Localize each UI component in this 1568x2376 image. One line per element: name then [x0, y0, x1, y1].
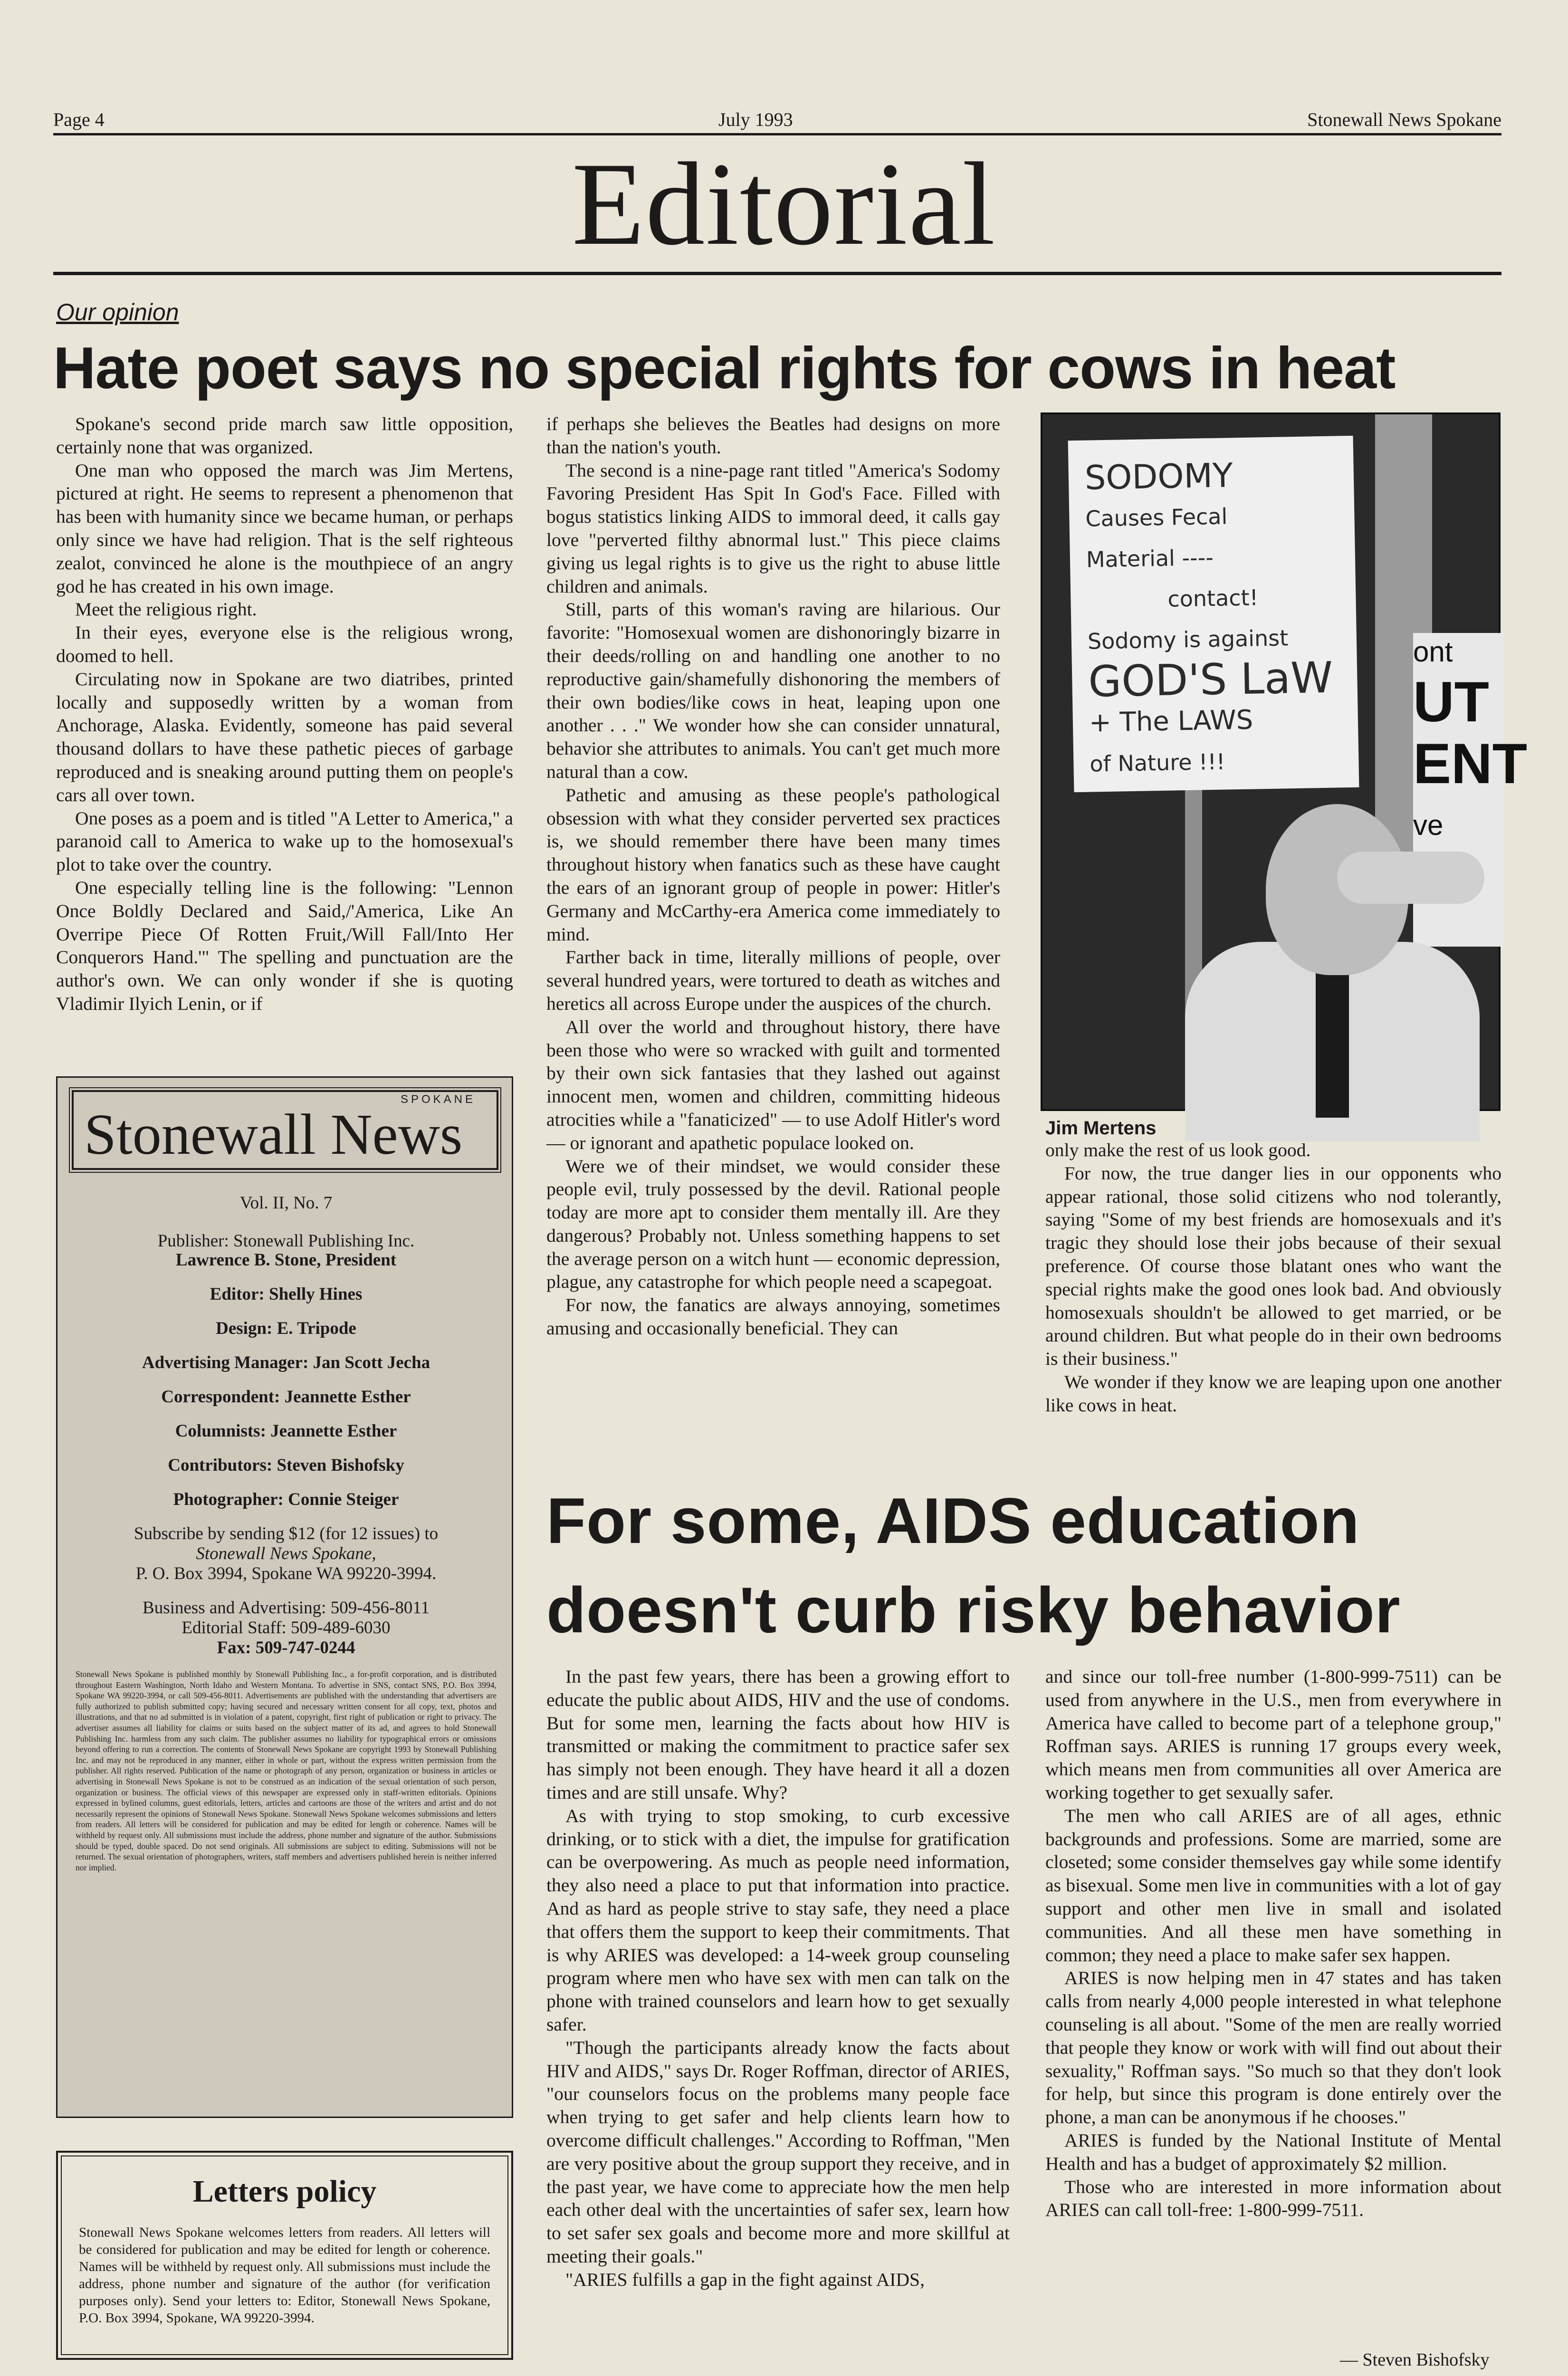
masthead-editor: Editor: Shelly Hines — [210, 1284, 363, 1304]
masthead-correspondent: Correspondent: Jeannette Esther — [161, 1387, 411, 1407]
aids-column-1 — [546, 1665, 1010, 2291]
paragraph: One poses as a poem and is titled "A Letter to America," a paranoid call to America to wake up to the homosexual's plot to take over the country. — [56, 807, 513, 875]
letters-policy-title: Letters policy — [192, 2174, 377, 2209]
masthead-publisher: Publisher: Stonewall Publishing Inc. — [157, 1231, 415, 1251]
paragraph: In their eyes, everyone else is the religious wrong, doomed to hell. — [56, 622, 513, 666]
sign-line: of Nature !!! — [1089, 748, 1225, 777]
masthead-photographer: Photographer: Connie Steiger — [173, 1490, 399, 1509]
paragraph: One man who opposed the march was Jim Mertens, pictured at right. He seems to represent a phenomenon that has been with humanity since we became human, or perhaps only since we have had religion. That is the self righteous zealot, convinced he alone is the mouthpiece of an angry god he has created in his own image. — [56, 460, 513, 597]
paragraph: "Though the participants already know the facts about HIV and AIDS," says Dr. Roger Roffman, director of ARIES, "our counselors focus on the problems many people face when trying to get safer and help clients learn how to overcome difficult challenges." According to Roffman, "Men are very positive about the group support they receive, and in the past year, we have come to appreciate how the men help each other deal with the uncertainties of safer sex, learn how to set safer sex goals and become more and more skillful at meeting their goals." — [546, 2037, 1010, 2267]
man-tie — [1316, 961, 1349, 1118]
photo-jim-mertens — [1041, 412, 1527, 1111]
issue-date: July 1993 — [718, 109, 793, 130]
paragraph: if perhaps she believes the Beatles had designs on more than the nation's youth. — [546, 413, 1000, 458]
masthead-address: P. O. Box 3994, Spokane WA 99220-3994. — [135, 1564, 437, 1583]
masthead-design: Design: E. Tripode — [216, 1319, 356, 1338]
paragraph: We wonder if they know we are leaping upon one another like cows in heat. — [1045, 1371, 1501, 1416]
aids-headline-line-1: For some, AIDS education — [546, 1485, 1360, 1557]
paragraph: Those who are interested in more information about ARIES can call toll-free: 1-800-999-7511. — [1045, 2176, 1501, 2221]
byline: — Steven Bishofsky — [1340, 2350, 1490, 2370]
section-title: Editorial — [572, 138, 996, 270]
paragraph: Still, parts of this woman's raving are hilarious. Our favorite: "Homosexual women are dishonoringly bizarre in their deeds/rolling on and handling one another to no reproductive gain/shamefully dishonoring the members of their own bodies/like cows in heat, leaping upon one another . . ." We wonder how she can consider unnatural, behavior she attributes to animals. You can't get much more natural than a cow. — [546, 599, 1000, 782]
paragraph: and since our toll-free number (1-800-999-7511) can be used from anywhere in the U.S., men from everywhere in America have called to become part of a telephone group," Roffman says. ARIES is running 17 groups every week, which means men from communities all over America are working together to get sexually safer. — [1045, 1666, 1501, 1803]
paragraph: ARIES is now helping men in 47 states and has taken calls from nearly 4,000 people interested in what telephone counseling is all about. "Some of the men are really worried that people they know or work with will find out about their sexuality," Roffman says. "So much so that they don't look for help, but since this program is done entirely over the phone, a man can be anonymous if he chooses." — [1045, 1967, 1501, 2128]
editorial-kicker: Our opinion — [56, 299, 179, 326]
masthead-fine-print: Stonewall News Spokane is published monthly by Stonewall Publishing Inc., a for-profit corporation, and is distributed throughout Eastern Washington, North Idaho and Western Montana. To advertise in SNS, contact SNS, P.O. Box 3994, Spokane WA 99220-3994, or call 509-456-8011. Advertisements are published with the understanding that advertisers are fully authorized to publish submitted copy; having secured and necessary written consent for all copy, text, photos and illustrations, and that no ad submitted is in violation of a patent, copyright, first right of publication or right to privacy. The advertiser assumes all liability for claims or suits based on the subject matter of its ad, and agrees to hold Stonewall Publishing Inc. harmless from any such claim. The publisher assumes no liability for typographical errors or omissions beyond offering to run a correction. The contents of Stonewall News Spokane are copyright 1993 by Stonewall Publishing Inc. and may not be reproduced in any manner, either in whole or part, without the express written permission from the publisher. All rights reserved. Publication of the name or photograph of any person, organization or business in articles or advertising in Stonewall News Spokane is not to be construed as an indication of the sexual orientation of such person, organization or business. The official views of this newspaper are expressed only in staff-written editorials. Opinions expressed in bylined columns, guest editorials, letters, articles and cartoons are those of the writers and artist and do not necessarily represent the opinions of Stonewall News Spokane. Stonewall News Spokane welcomes submissions and letters from readers. All letters will be considered for publication and may be edited for length or coherence. Names will be withheld by request only. All submissions must include the address, phone number and signature of the author. Submissions should be typed, double spaced. Do not send originals. All submissions are subject to editing. Submissions will not be returned. The sexual orientation of photographers, writers, staff members and advertisers published herein is neither inferred nor implied. — [76, 1669, 497, 1872]
running-head — [53, 108, 1501, 134]
aids-column-2 — [1045, 1665, 1501, 2222]
masthead-contributors: Contributors: Steven Bishofsky — [168, 1456, 404, 1475]
building-letters: ve — [1413, 809, 1444, 841]
sign-line: SODOMY — [1084, 456, 1233, 498]
letters-policy-body: Stonewall News Spokane welcomes letters from readers. All letters will be considered for publication and may be edited for length or coherence. Names will be withheld by request only. All submissions must include the address, phone number and signature of the author (for verification purposes only). Send your letters to: Editor, Stonewall News Spokane, P.O. Box 3994, Spokane, WA 99220-3994. — [79, 2225, 490, 2326]
paragraph: ARIES is funded by the National Institute of Mental Health and has a budget of approximately $2 million. — [1045, 2129, 1501, 2174]
letters-policy-box — [56, 2151, 513, 2360]
masthead-logo — [72, 1090, 498, 1170]
paragraph: Circulating now in Spokane are two diatribes, printed locally and supposedly written by a woman from Anchorage, Alaska. Evidently, someone has paid several thousand dollars to have these pathetic pieces of garbage reproduced and is sneaking around putting them on people's cars all over town. — [56, 668, 513, 805]
masthead-editorial-phone: Editorial Staff: 509-489-6030 — [182, 1618, 391, 1638]
sign-line: Causes Fecal — [1085, 503, 1228, 532]
masthead-fax: Fax: 509-747-0244 — [217, 1638, 355, 1657]
masthead-ad-manager: Advertising Manager: Jan Scott Jecha — [142, 1353, 430, 1372]
editorial-headline: Hate poet says no special rights for cows in heat — [53, 335, 1396, 401]
paragraph: "ARIES fulfills a gap in the fight against AIDS, — [565, 2269, 925, 2290]
editorial-column-3 — [1045, 1139, 1501, 1417]
sign-line: contact! — [1167, 584, 1259, 612]
masthead-name: Stonewall News — [84, 1102, 463, 1167]
paragraph: Meet the religious right. — [75, 599, 257, 620]
photo-caption: Jim Mertens — [1045, 1118, 1157, 1139]
masthead-columnists: Columnists: Jeannette Esther — [175, 1421, 397, 1441]
masthead-publisher-name: Lawrence B. Stone, President — [175, 1250, 397, 1270]
building-letters: UT — [1413, 670, 1489, 734]
paragraph: The men who call ARIES are of all ages, ethnic backgrounds and professions. Some are married, some are closeted; some consider themselves gay while some identify as bisexual. Some men live in communities with a lot of gay support and other men live in small and isolated communities. And all these men have something in common; they need a place to make safer sex happen. — [1045, 1805, 1501, 1965]
aids-headline — [546, 1476, 1511, 1655]
sign-line: Material ---- — [1086, 544, 1214, 573]
masthead-spokane: SPOKANE — [400, 1093, 476, 1106]
building-letters: ont — [1413, 636, 1453, 668]
paragraph: For now, the true danger lies in our opponents who appear rational, those solid citizens who nod tolerantly, saying "Some of my best friends are homosexuals and it's tragic they should lose their jobs because of their sexual preference. Of course those blatant ones who want the special rights make the good ones look bad. And obviously homosexuals shouldn't be allowed to get married, or be around children. But what people do in their own bedrooms is their business." — [1045, 1162, 1501, 1370]
paragraph: As with trying to stop smoking, to curb excessive drinking, or to stick with a diet, the impulse for gratification can be overpowering. As much as people need information, they also need a place to put that information into practice. And as hard as people strive to stay safe, they need a place that offers them the support to keep their commitments. That is why ARIES was developed: a 14-week group counseling program where men who have sex with men can talk on the phone with trained counselors and learn how to get sexually safer. — [546, 1805, 1010, 2035]
paragraph: One especially telling line is the following: "Lennon Once Boldly Declared and Said,/'America, Like An Overripe Piece Of Rotten Fruit,/Will Fall/Into Her Conquerors Hand.'" The spelling and punctuation are the author's own. We can only wonder if she is quoting Vladimir Ilyich Lenin, or if — [56, 877, 513, 1014]
masthead-subscribe: Subscribe by sending $12 (for 12 issues) to — [134, 1524, 439, 1543]
paragraph: Farther back in time, literally millions of people, over several hundred years, were tortured to death as witches and heretics all across Europe under the auspices of the church. — [546, 947, 1000, 1014]
paragraph: The second is a nine-page rant titled "America's Sodomy Favoring President Has Spit In God's Face. Filled with bogus statistics linking AIDS to immoral deed, it calls gay love "perverted filthy abnormal lust." This piece claims giving us legal rights is to give us the right to abuse little children and animals. — [546, 460, 1000, 597]
man-arm — [1337, 852, 1484, 904]
paragraph: Pathetic and amusing as these people's pathological obsession with what they consider perverted sex practices is, we should remember there have been many times throughout history when fanatics such as these have caught the ears of an ignorant group of people in power: Hitler's Germany and McCarthy-era America come immediately to mind. — [546, 784, 1000, 945]
masthead-business-phone: Business and Advertising: 509-456-8011 — [143, 1598, 430, 1618]
paragraph: In the past few years, there has been a growing effort to educate the public about AIDS, HIV and the use of condoms. But for some men, learning the facts about how HIV is transmitted or making the commitment to practice safer sex has simply not been enough. They have heard it all a dozen times and are still unsafe. Why? — [546, 1666, 1010, 1803]
paragraph: only make the rest of us look good. — [1045, 1140, 1311, 1160]
protest-sign — [1068, 436, 1359, 792]
publication-name: Stonewall News Spokane — [1307, 109, 1501, 130]
masthead-issue: Vol. II, No. 7 — [239, 1193, 333, 1213]
sign-line: Sodomy is against — [1087, 625, 1289, 654]
masthead-box — [56, 1076, 513, 2118]
editorial-column-1 — [56, 412, 513, 1016]
section-rule — [53, 272, 1501, 275]
sign-line: GOD'S LaW — [1088, 652, 1333, 707]
paragraph: For now, the fanatics are always annoying, sometimes amusing and occasionally beneficial. They can — [546, 1294, 1000, 1339]
paragraph: All over the world and throughout history, there have been those who were so wracked with guilt and tormented by their own sick fantasies that they lashed out against innocent men, women and children, committing hideous atrocities while a "fanaticized" — to use Adolf Hitler's word — or ignorant and apathetic populace looked on. — [546, 1016, 1000, 1153]
building-letters: ENT — [1413, 732, 1527, 795]
running-head-rule — [53, 133, 1501, 135]
page-number: Page 4 — [53, 109, 105, 130]
aids-headline-line-2: doesn't curb risky behavior — [546, 1574, 1401, 1646]
paragraph: Spokane's second pride march saw little opposition, certainly none that was organized. — [56, 413, 513, 458]
masthead-subscribe-to: Stonewall News Spokane, — [196, 1544, 376, 1563]
paragraph: Were we of their mindset, we would consider these people evil, truly possessed by the devil. Rational people today are more apt to consider them mentally ill. Are they dangerous? Probably not. Unless something happens to set the average person on a witch hunt — economic depression, plague, any catastrophe for which people need a scapegoat. — [546, 1155, 1000, 1293]
editorial-column-2 — [546, 412, 1000, 1340]
sign-line: + The LAWS — [1089, 704, 1253, 738]
